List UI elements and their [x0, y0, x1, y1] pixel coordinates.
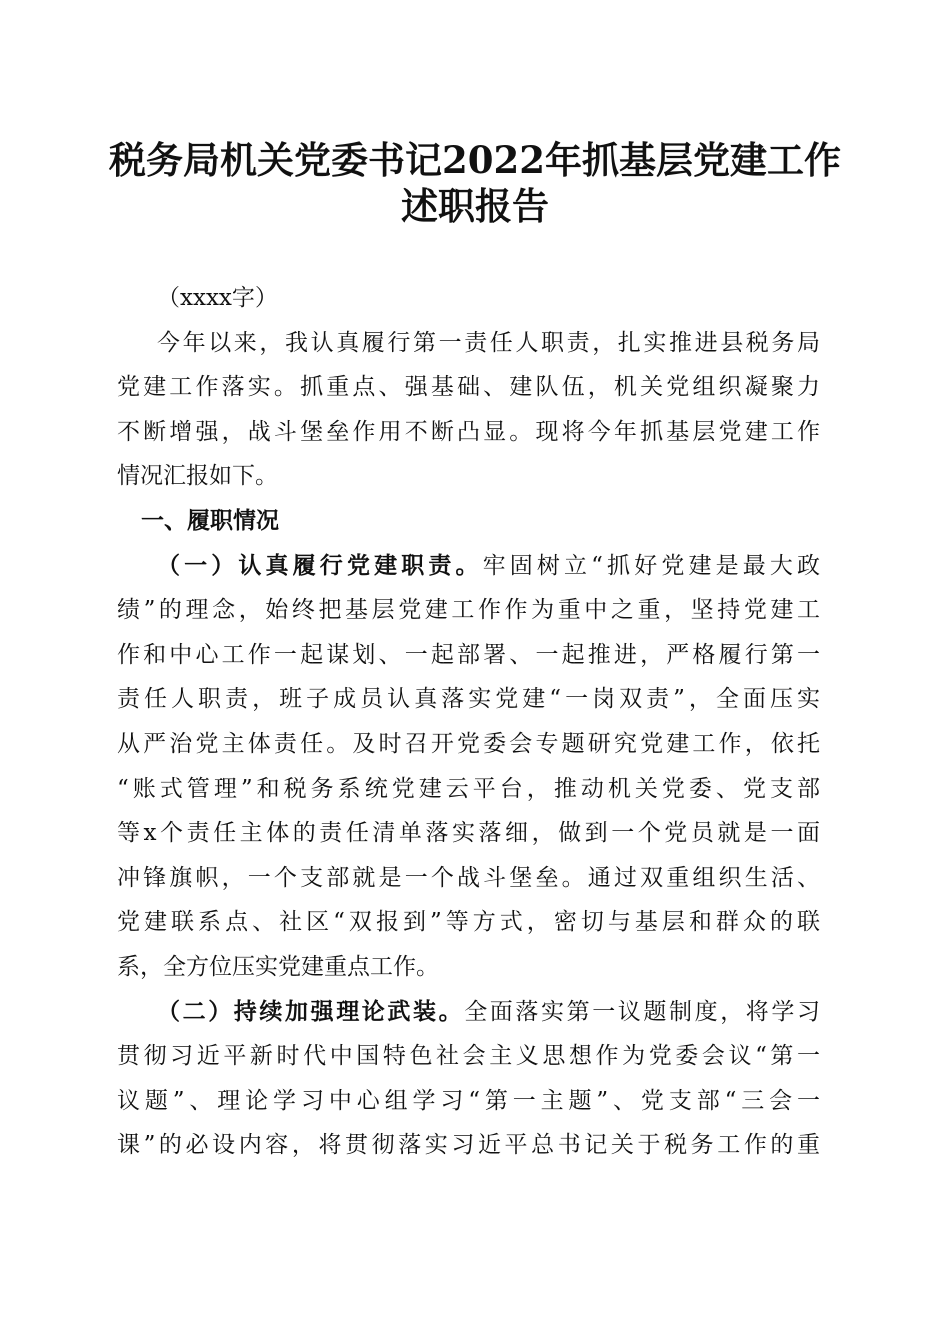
- document-title: [0, 137, 950, 229]
- text-line: 绩”的理念，始终把基层党建工作作为重中之重，坚持党建工: [117, 597, 820, 624]
- paragraph-2: [117, 990, 820, 1168]
- text-line: 系，全方位压实党建重点工作。: [117, 953, 439, 980]
- word-count: （xxxx字）: [157, 285, 278, 311]
- text-line: 冲锋旗帜，一个支部就是一个战斗堡垒。通过双重组织生活、: [117, 864, 820, 891]
- text-line: 议题”、理论学习中心组学习“第一主题”、党支部“三会一: [117, 1087, 820, 1114]
- text-span: 牢固树立“抓好党建是最大政: [482, 552, 821, 579]
- text-line: [117, 544, 820, 589]
- text-line: 党建联系点、社区“双报到”等方式，密切与基层和群众的联: [117, 909, 820, 936]
- text-line: 不断增强，战斗堡垒作用不断凸显。现将今年抓基层党建工作: [117, 418, 820, 445]
- text-line: 作和中心工作一起谋划、一起部署、一起推进，严格履行第一: [117, 641, 820, 668]
- text-line: 贯彻习近平新时代中国特色社会主义思想作为党委会议“第一: [117, 1043, 820, 1070]
- text-line: 情况汇报如下。: [117, 463, 278, 490]
- text-line: [117, 990, 820, 1035]
- text-line: 责任人职责，班子成员认真落实党建“一岗双责”，全面压实: [117, 686, 820, 713]
- text-line: 从严治党主体责任。及时召开党委会专题研究党建工作，依托: [117, 730, 820, 757]
- intro-paragraph: [117, 321, 820, 499]
- section-heading: 一、履职情况: [141, 506, 279, 534]
- text-line: “账式管理”和税务系统党建云平台，推动机关党委、党支部: [117, 775, 820, 802]
- title-line-2: 述职报告: [401, 184, 549, 228]
- document-body: [117, 276, 820, 1168]
- paragraph-lead: （二）持续加强理论武装。: [157, 997, 465, 1025]
- paragraph-1: [117, 544, 820, 990]
- text-line: 党建工作落实。抓重点、强基础、建队伍，机关党组织凝聚力: [117, 374, 820, 401]
- text-span: 全面落实第一议题制度，将学习: [464, 998, 821, 1025]
- text-line: 课”的必设内容，将贯彻落实习近平总书记关于税务工作的重: [117, 1132, 820, 1159]
- text-line: 等x个责任主体的责任清单落实落细，做到一个党员就是一面: [117, 820, 820, 847]
- text-line: 今年以来，我认真履行第一责任人职责，扎实推进县税务局: [157, 329, 820, 356]
- title-line-1: 税务局机关党委书记2022年抓基层党建工作: [109, 138, 841, 182]
- paragraph-lead: （一）认真履行党建职责。: [157, 551, 483, 579]
